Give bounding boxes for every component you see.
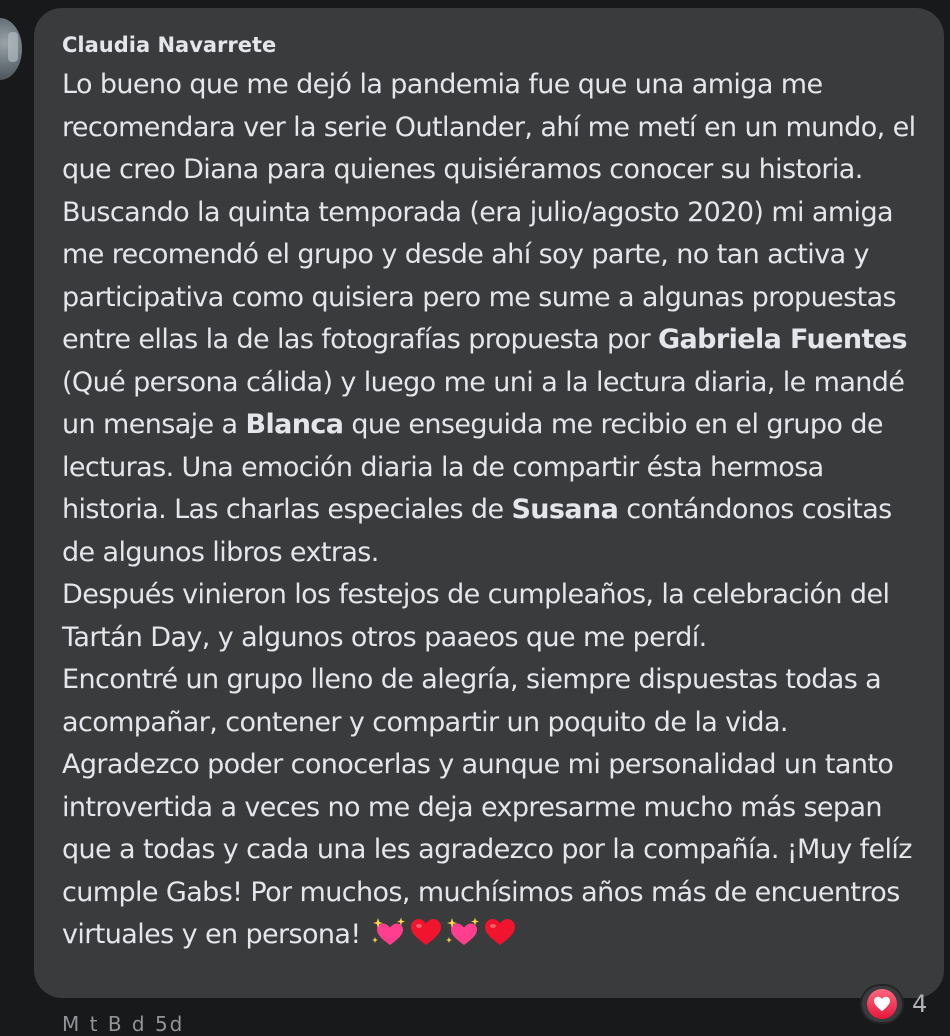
heart-glyph-icon: [873, 996, 891, 1012]
comment-text-segment: que enseguida me recibio en el grupo de lecturas. Una emoción diaria la de compartir ésta hermosa historia. Las charlas especiales de: [62, 409, 883, 525]
comment-text-segment: (Qué persona cálida) y luego me uni a la lectura diaria, le mandé un mensaje a: [62, 366, 905, 440]
comment-text-segment: Lo bueno que me dejó la pandemia fue que una amiga me recomendara ver la serie Outlander, ahí me metí en un mundo, el que creo Diana para quienes quisiéramos conocer su historia.: [62, 69, 916, 185]
comment-bubble: [34, 8, 944, 998]
comment-text-segment: Buscando la quinta temporada (era julio/agosto 2020) mi amiga me recomendó el grupo y desde ahí soy parte, no tan activa y participativa como quisiera pero me sume a algunas propuestas entre ellas la de las fotografías propuesta por: [62, 196, 896, 355]
red-heart-icon: [409, 917, 443, 947]
love-reaction-icon: [867, 989, 897, 1019]
comment-text-segment: Después vinieron los festejos de cumpleaños, la celebración del Tartán Day, y algunos otros paaeos que me perdí.: [62, 579, 890, 653]
comment-body: [62, 64, 922, 957]
mention-link[interactable]: Gabriela Fuentes: [657, 324, 907, 355]
reaction-count: 4: [912, 990, 928, 1018]
mention-link[interactable]: Susana: [511, 494, 619, 525]
reaction-pill[interactable]: [860, 984, 904, 1024]
comment-text-segment: contándonos cositas de algunos libros extras.: [62, 494, 892, 568]
red-heart-icon: [483, 917, 517, 947]
mention-link[interactable]: Blanca: [245, 409, 344, 440]
reaction-summary[interactable]: [860, 984, 927, 1024]
avatar[interactable]: [0, 18, 22, 80]
sparkling-heart-icon: [445, 917, 481, 947]
next-comment-author-partial: M t B d 5d: [62, 1012, 185, 1036]
sparkling-heart-icon: [371, 917, 407, 947]
comment-author[interactable]: Claudia Navarrete: [62, 33, 277, 57]
comment-text-segment: Encontré un grupo lleno de alegría, siempre dispuestas todas a acompañar, contener y compartir un poquito de la vida. Agradezco poder conocerlas y aunque mi personalidad un tanto introvertida a veces no me deja expresarme mucho más sepan que a todas y cada una les agradezco por la compañía. ¡Muy felíz cumple Gabs! Por muchos, muchísimos años más de encuentros virtuales y en persona!: [62, 664, 912, 950]
